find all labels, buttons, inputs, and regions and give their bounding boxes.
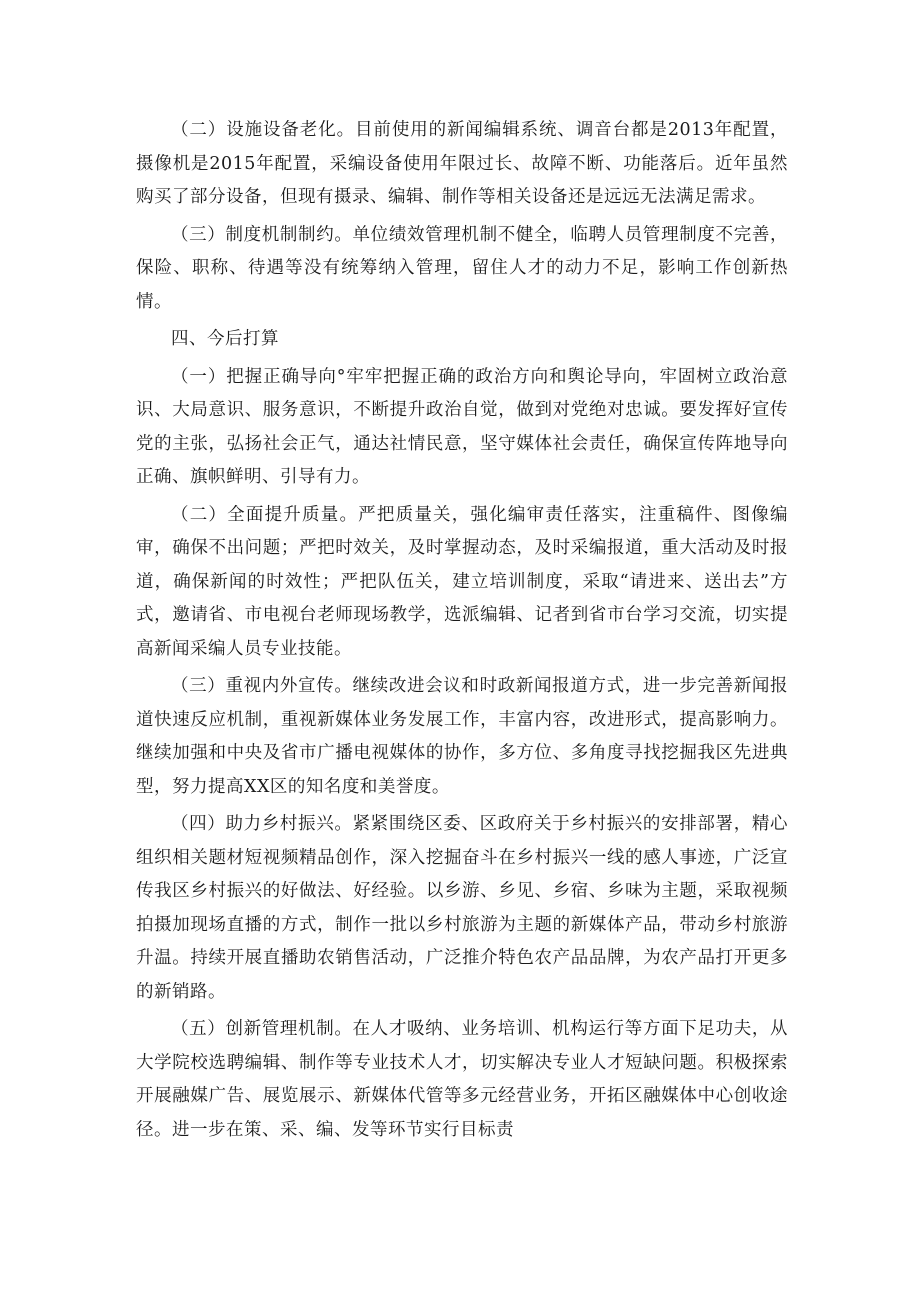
paragraph-facilities: （二）设施设备老化。目前使用的新闻编辑系统、调音台都是2013年配置，摄像机是2015年配置，采编设备使用年限过长、故障不断、功能落后。近年虽然购买了部分设备，但现有摄录、编辑、制作等相关设备还是远远无法满足需求。: [136, 120, 788, 207]
paragraph-institutions: （三）制度机制制约。单位绩效管理机制不健全，临聘人员管理制度不完善，保险、职称、待遇等没有统筹纳入管理，留住人才的动力不足，影响工作创新热情。: [136, 224, 788, 312]
document-body: [136, 114, 788, 1151]
paragraph-management: （五）创新管理机制。在人才吸纳、业务培训、机构运行等方面下足功夫，从大学院校选聘编辑、制作等专业技术人才，切实解决专业人才短缺问题。积极探索开展融媒广告、展览展示、新媒体代管等多元经营业务，开拓区融媒体中心创收途径。进一步在策、采、编、发等环节实行目标责: [136, 1019, 788, 1140]
section-heading-future-plans: 四、今后打算: [171, 329, 279, 349]
paragraph-guidance: （一）把握正确导向°牢牢把握正确的政治方向和舆论导向，牢固树立政治意识、大局意识、服务意识，不断提升政治自觉，做到对党绝对忠诚。要发挥好宣传党的主张，弘扬社会正气，通达社情民意，坚守媒体社会责任，确保宣传阵地导向正确、旗帜鲜明、引导有力。: [136, 366, 788, 487]
paragraph-quality: （二）全面提升质量。严把质量关，强化编审责任落实，注重稿件、图像编审，确保不出问题；严把时效关，及时掌握动态，及时采编报道，重大活动及时报道，确保新闻的时效性；严把队伍关，建立培训制度，采取“请进来、送出去”方式，邀请省、市电视台老师现场教学，选派编辑、记者到省市台学习交流，切实提高新闻采编人员专业技能。: [136, 504, 788, 659]
paragraph-rural-revitalization: （四）助力乡村振兴。紧紧围绕区委、区政府关于乡村振兴的安排部署，精心组织相关题材短视频精品创作，深入挖掘奋斗在乡村振兴一线的感人事迹，广泛宣传我区乡村振兴的好做法、好经验。以乡游、乡见、乡宿、乡味为主题，采取视频拍摄加现场直播的方式，制作一批以乡村旅游为主题的新媒体产品，带动乡村旅游升温。持续开展直播助农销售活动，广泛推介特色农产品品牌，为农产品打开更多的新销路。: [136, 814, 788, 1002]
paragraph-publicity: （三）重视内外宣传。继续改进会议和时政新闻报道方式，进一步完善新闻报道快速反应机制，重视新媒体业务发展工作，丰富内容，改进形式，提高影响力。继续加强和中央及省市广播电视媒体的协作，多方位、多角度寻找挖掘我区先进典型，努力提高XX区的知名度和美誉度。: [136, 676, 788, 797]
